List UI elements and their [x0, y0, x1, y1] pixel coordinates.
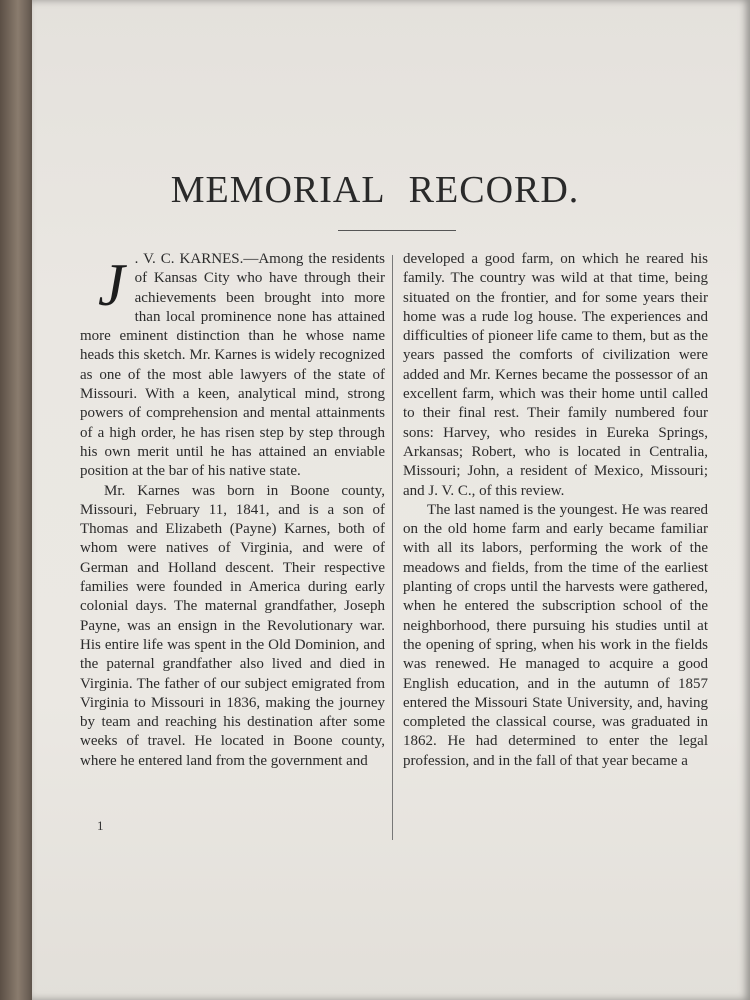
left-column	[80, 250, 385, 771]
title-divider	[338, 230, 456, 231]
right-paragraph-2: The last named is the youngest. He was reared on the old home farm and early became familiar with all its labors, performing the work of the meadows and fields, from the time of the earliest planting of crops until the harvests were gathered, when he entered the subscription school of the neighborhood, there pursuing his studies until at the opening of spring, when his work in the fields was renewed. He managed to acquire a good English education, and in the autumn of 1857 entered the Missouri State University, and, having completed the classical course, was graduated in 1862. He had determined to enter the legal profession, and in the fall of that year became a	[403, 501, 708, 769]
signature-mark: 1	[97, 818, 104, 833]
drop-cap: J	[98, 252, 125, 318]
left-paragraph-2: Mr. Karnes was born in Boone county, Missouri, February 11, 1841, and is a son of Thomas and Elizabeth (Payne) Karnes, both of whom were natives of Virginia, and were of German and Holland descent. Their respective families were founded in America during early colonial days. The maternal grandfather, Joseph Payne, was an ensign in the Revolutionary war. His entire life was spent in the Old Dominion, and the paternal grandfather also lived and died in Virginia. The father of our subject emigrated from Virginia to Missouri in 1836, making the journey by team and reaching his destination after some weeks of travel. He located in Boone county, where he entered land from the government and	[80, 482, 385, 769]
right-paragraph-1: developed a good farm, on which he reared his family. The country was wild at that time, being situated on the frontier, and for some years their home was a rude log house. The experiences and difficulties of pioneer life came to them, but as the years passed the comforts of civilization were added and Mr. Kernes became the possessor of an excellent farm, which was their home until called to their final rest. Their family numbered four sons: Harvey, who resides in Eureka Springs, Arkansas; Robert, who is located in Centralia, Missouri; John, a resident of Mexico, Missouri; and J. V. C., of this review.	[403, 251, 708, 499]
left-paragraph-1: . V. C. KARNES.—Among the residents of Kansas City who have through their achievements been brought into more than local prominence none has attained more eminent distinction than he whose name heads this sketch. Mr. Karnes is widely recognized as one of the most able lawyers of the state of Missouri. With a keen, analytical mind, strong powers of comprehension and mental attainments of a high order, he has risen step by step through his own merit until he has attained an enviable position at the bar of his native state.	[80, 251, 385, 480]
column-divider	[392, 255, 393, 840]
right-column	[403, 250, 708, 771]
page-title: MEMORIAL RECORD.	[170, 169, 580, 211]
